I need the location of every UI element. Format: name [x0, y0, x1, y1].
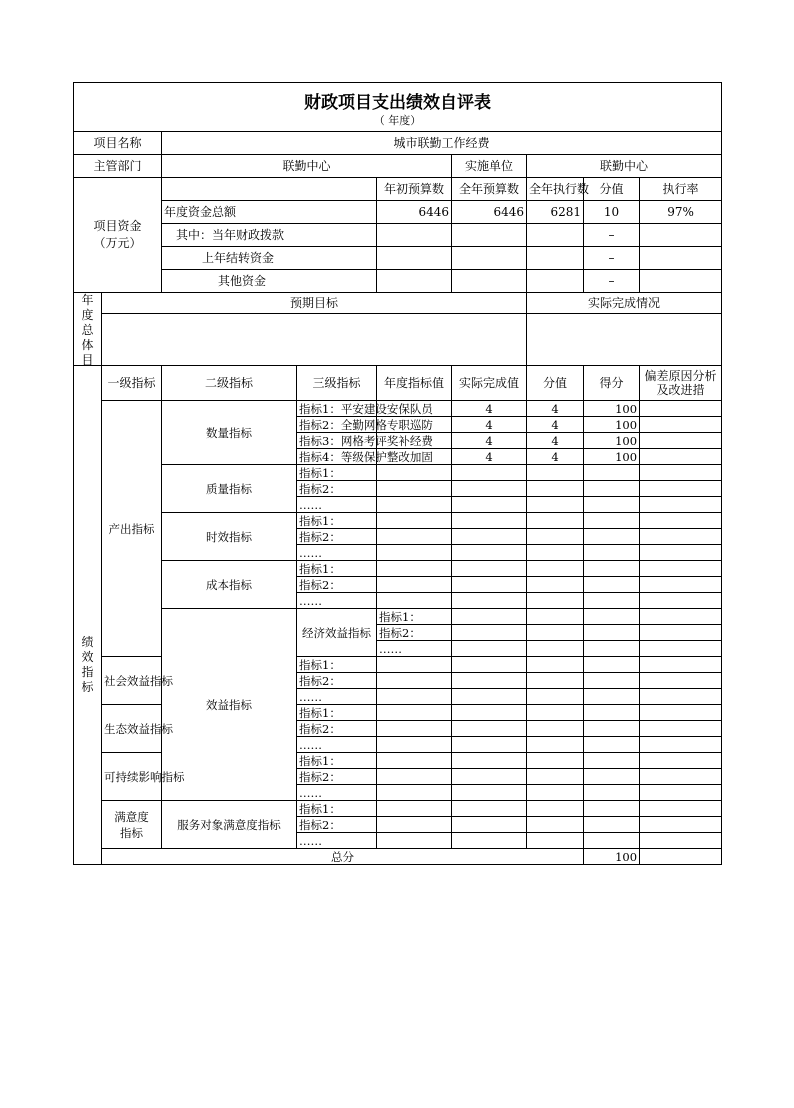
indicator-1: 指标1：: [377, 609, 452, 625]
funds-row-total-rate: 97%: [640, 201, 722, 224]
indicator-ellipsis: ……: [377, 641, 452, 657]
quantity-row-deviation: [640, 449, 722, 465]
quantity-row-actual: 4: [452, 417, 527, 433]
funds-row-other-annual: [452, 270, 527, 293]
quality-indicator: 质量指标: [162, 465, 297, 513]
quantity-row-name: 指标4：等级保护整改加固: [297, 449, 377, 465]
funds-row-fiscal-score-value: –: [584, 224, 640, 247]
economic-indicator: 经济效益指标: [297, 609, 377, 657]
year-subtitle: （ 年度）: [373, 114, 422, 127]
ecological-indicator: 生态效益指标: [102, 705, 162, 753]
quantity-row-name: 指标2：全勤网格专职巡防: [297, 417, 377, 433]
actual-completion-header: 实际完成情况: [527, 293, 722, 314]
funds-row-carryover-score-value: –: [584, 247, 640, 270]
expected-goal-header: 预期目标: [102, 293, 527, 314]
funds-row-carryover-initial: [377, 247, 452, 270]
funds-header-blank: [162, 178, 377, 201]
indicator-1: 指标1：: [297, 657, 377, 673]
quantity-row-score: 100: [584, 433, 640, 449]
total-label: 总分: [102, 849, 584, 865]
total-score: [640, 849, 722, 865]
indicator-ellipsis: ……: [297, 497, 377, 513]
funds-label-text: 项目资金（万元）: [93, 219, 142, 250]
funds-row-fiscal-label: 其中：当年财政拨款: [162, 224, 377, 247]
indicator-2: 指标2：: [297, 481, 377, 497]
dept-value: 联勤中心: [162, 155, 452, 178]
quantity-row-score: 100: [584, 449, 640, 465]
indicator-2: 指标2：: [297, 817, 377, 833]
annual-goal-label-cell: [74, 293, 102, 366]
funds-row-other-rate: [640, 270, 722, 293]
indicator-ellipsis: ……: [297, 593, 377, 609]
indicator-ellipsis: ……: [297, 545, 377, 561]
indicator-ellipsis: ……: [297, 785, 377, 801]
funds-row-fiscal-initial: [377, 224, 452, 247]
project-name-label: 项目名称: [74, 132, 162, 155]
header-deviation: [640, 366, 722, 401]
quantity-indicator: 数量指标: [162, 401, 297, 465]
quantity-row-score-value: 4: [527, 433, 584, 449]
satisfaction-indicator-text: 满意度指标: [114, 809, 149, 840]
quantity-row-score: 100: [584, 417, 640, 433]
quantity-row-actual: 4: [452, 401, 527, 417]
funds-row-total-annual: 6446: [452, 201, 527, 224]
impl-unit-label: 实施单位: [452, 155, 527, 178]
header-level1: 一级指标: [102, 366, 162, 401]
funds-header-rate: 执行率: [640, 178, 722, 201]
indicator-2: 指标2：: [297, 769, 377, 785]
funds-row-total-executed: 6281: [527, 201, 584, 224]
funds-row-total-label: 年度资金总额: [162, 201, 377, 224]
funds-row-total-score-value: 10: [584, 201, 640, 224]
header-score: 得分: [584, 366, 640, 401]
indicator-1: 指标1：: [297, 465, 377, 481]
indicator-1: 指标1：: [297, 513, 377, 529]
page-title: 财政项目支出绩效自评表: [304, 93, 492, 113]
indicator-1: 指标1：: [297, 801, 377, 817]
indicator-2: 指标2：: [297, 529, 377, 545]
funds-row-fiscal-executed: [527, 224, 584, 247]
indicator-2: 指标2：: [377, 625, 452, 641]
funds-header-annual: 全年预算数: [452, 178, 527, 201]
funds-row-carryover-rate: [640, 247, 722, 270]
sustainable-indicator: 可持续影响指标: [102, 753, 162, 801]
quantity-row-actual: 4: [452, 449, 527, 465]
quantity-row-score-value: 4: [527, 417, 584, 433]
perf-label: 绩效指标: [81, 635, 94, 694]
quantity-row-name: 指标3：网格考评奖补经费: [297, 433, 377, 449]
annual-goal-label: 年度总体目: [81, 293, 94, 367]
funds-header-score-value: 分值: [584, 178, 640, 201]
funds-row-total-initial: 6446: [377, 201, 452, 224]
funds-row-other-score-value: –: [584, 270, 640, 293]
header-level2: 二级指标: [162, 366, 297, 401]
header-deviation-text: 偏差原因分析及改进措: [644, 369, 717, 397]
funds-row-fiscal-rate: [640, 224, 722, 247]
funds-row-fiscal-annual: [452, 224, 527, 247]
funds-row-carryover-executed: [527, 247, 584, 270]
funds-header-executed: 全年执行数: [527, 178, 584, 201]
funds-row-other-executed: [527, 270, 584, 293]
service-satisfaction-indicator: 服务对象满意度指标: [162, 801, 297, 849]
total-score-value: 100: [584, 849, 640, 865]
quantity-row-name: 指标1：平安建设安保队员: [297, 401, 377, 417]
funds-label: [74, 178, 162, 293]
header-level3: 三级指标: [297, 366, 377, 401]
funds-row-carryover-label: 上年结转资金: [162, 247, 377, 270]
funds-row-other-initial: [377, 270, 452, 293]
quantity-row-score-value: 4: [527, 401, 584, 417]
impl-unit-value: 联勤中心: [527, 155, 722, 178]
quantity-row-deviation: [640, 401, 722, 417]
dept-label: 主管部门: [74, 155, 162, 178]
expected-goal-content: [102, 314, 527, 366]
indicator-2: 指标2：: [297, 673, 377, 689]
indicator-1: 指标1：: [297, 561, 377, 577]
project-name-value: 城市联勤工作经费: [162, 132, 722, 155]
funds-row-carryover-annual: [452, 247, 527, 270]
actual-completion-content: [527, 314, 722, 366]
indicator-ellipsis: ……: [297, 833, 377, 849]
social-indicator: 社会效益指标: [102, 657, 162, 705]
funds-header-initial: 年初预算数: [377, 178, 452, 201]
indicator-ellipsis: ……: [297, 689, 377, 705]
timeliness-indicator: 时效指标: [162, 513, 297, 561]
funds-row-other-label: 其他资金: [162, 270, 377, 293]
perf-label-cell: [74, 366, 102, 865]
header-actual: 实际完成值: [452, 366, 527, 401]
quantity-row-deviation: [640, 433, 722, 449]
title-cell: [74, 83, 722, 132]
quantity-row-score-value: 4: [527, 449, 584, 465]
indicator-ellipsis: ……: [297, 737, 377, 753]
benefit-indicator: 效益指标: [162, 609, 297, 801]
indicator-2: 指标2：: [297, 721, 377, 737]
output-indicator: 产出指标: [102, 401, 162, 657]
quantity-row-deviation: [640, 417, 722, 433]
header-score-value: 分值: [527, 366, 584, 401]
quantity-row-actual: 4: [452, 433, 527, 449]
indicator-1: 指标1：: [297, 753, 377, 769]
evaluation-table: [73, 82, 722, 293]
header-target: 年度指标值: [377, 366, 452, 401]
indicator-2: 指标2：: [297, 577, 377, 593]
indicator-1: 指标1：: [297, 705, 377, 721]
quantity-row-score: 100: [584, 401, 640, 417]
evaluation-table-lower: [73, 292, 722, 865]
evaluation-sheet: [73, 82, 721, 865]
satisfaction-indicator: [102, 801, 162, 849]
cost-indicator: 成本指标: [162, 561, 297, 609]
